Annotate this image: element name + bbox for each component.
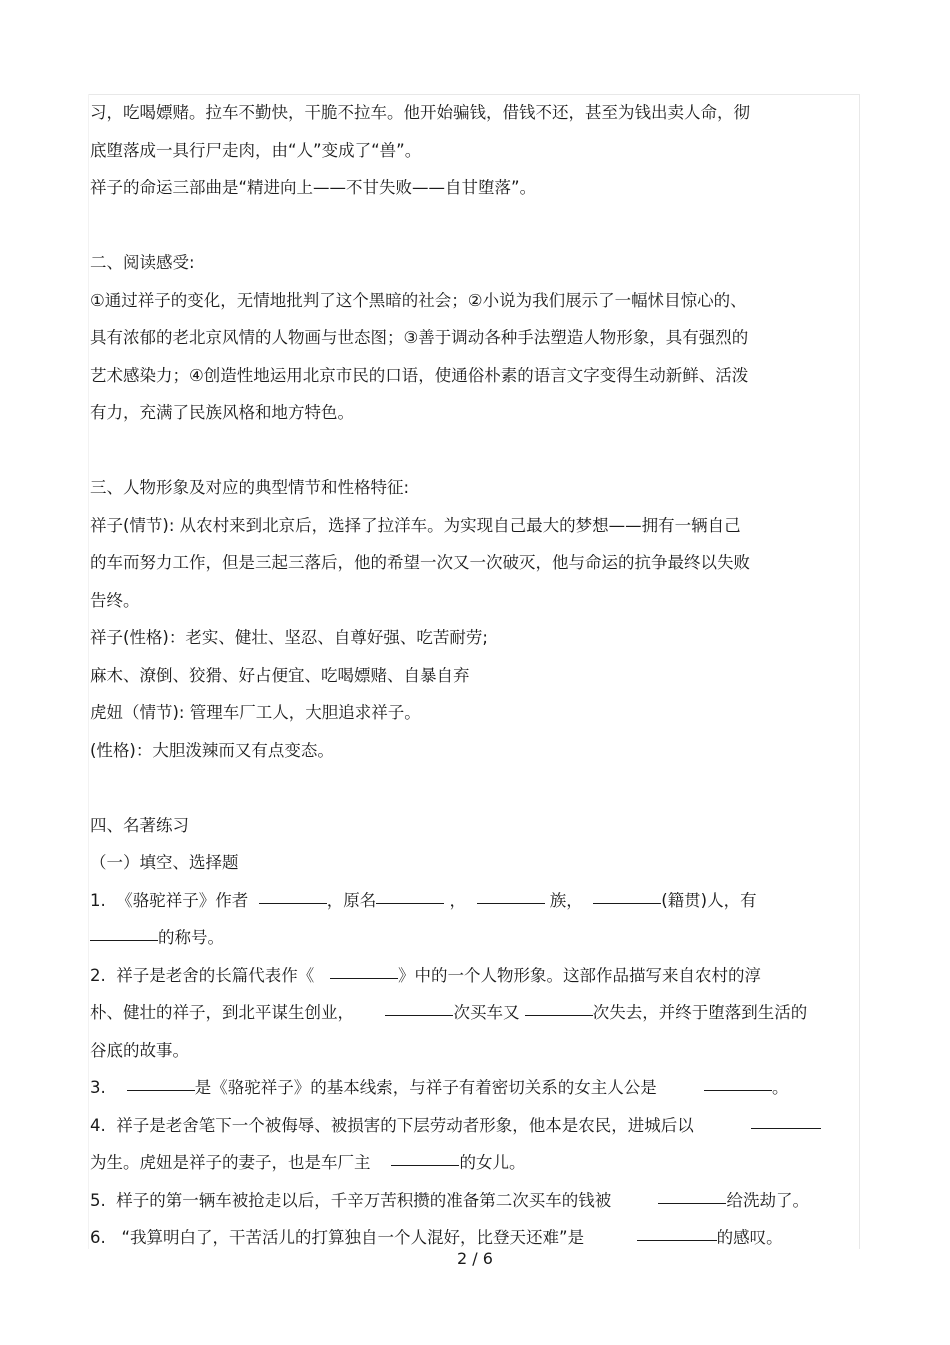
section-heading-exercises: 四、名著练习 <box>90 815 189 835</box>
text-line: 的车而努力工作，但是三起三落后，他的希望一次又一次破灭，他与命运的抗争最终以失败 <box>90 553 750 572</box>
text-line: 虎妞（情节): 管理车厂工人，大胆追求祥子。 <box>90 703 421 722</box>
text-line: 底堕落成一具行尸走肉，由“人”变成了“兽”。 <box>90 140 422 160</box>
question-6: 6. “我算明白了，干苦活儿的打算独自一个人混好，比登天还难”是 的感叹。 <box>90 1228 783 1247</box>
text-line: 祥子(性格)：老实、健壮、坚忍、自尊好强、吃苦耐劳; <box>90 628 488 647</box>
question-5: 5. 样子的第一辆车被抢走以后，千辛万苦积攒的准备第二次买车的钱被 给洗劫了。 <box>90 1190 809 1210</box>
text-line: 告终。 <box>90 590 140 610</box>
page-frame-left <box>88 94 89 1249</box>
answer-blank[interactable] <box>525 1014 593 1016</box>
section-heading-characters: 三、人物形象及对应的典型情节和性格特征: <box>90 478 410 497</box>
question-4-cont: 为生。虎妞是祥子的妻子，也是车厂主 的女儿。 <box>90 1153 526 1172</box>
spacer <box>90 207 860 245</box>
subsection-heading: （一）填空、选择题 <box>90 853 239 872</box>
question-2: 2. 祥子是老舍的长篇代表作《 》中的一个人物形象。这部作品描写来自农村的淳 <box>90 965 761 985</box>
question-2-cont: 朴、健壮的祥子，到北平谋生创业， 次买车又 次失去，并终于堕落到生活的 <box>90 1003 808 1022</box>
text-line: (性格)：大胆泼辣而又有点变态。 <box>90 740 334 760</box>
page-number: 2 / 6 <box>457 1249 493 1268</box>
question-3: 3. 是《骆驼祥子》的基本线索，与祥子有着密切关系的女主人公是 。 <box>90 1078 789 1097</box>
answer-blank[interactable] <box>658 1202 726 1204</box>
text-line: 艺术感染力；④创造性地运用北京市民的口语，使通俗朴素的语言文字变得生动新鲜、活泼 <box>90 365 749 385</box>
answer-blank[interactable] <box>330 977 398 979</box>
question-1-cont: 的称号。 <box>90 919 860 957</box>
answer-blank[interactable] <box>751 1127 821 1129</box>
answer-blank[interactable] <box>376 902 444 904</box>
question-4: 4. 祥子是老舍笔下一个被侮辱、被损害的下层劳动者形象，他本是农民，进城后以 <box>90 1107 860 1145</box>
answer-blank[interactable] <box>593 902 661 904</box>
text-line: 有力，充满了民族风格和地方特色。 <box>90 403 354 422</box>
spacer <box>90 769 860 807</box>
answer-blank[interactable] <box>385 1014 453 1016</box>
answer-blank[interactable] <box>391 1164 459 1166</box>
answer-blank[interactable] <box>477 902 545 904</box>
answer-blank[interactable] <box>127 1089 195 1091</box>
section-heading-reading: 二、阅读感受: <box>90 253 195 272</box>
document-body <box>90 94 860 1257</box>
text-line: 祥子的命运三部曲是“精进向上——不甘失败——自甘堕落”。 <box>90 178 537 197</box>
answer-blank[interactable] <box>637 1239 717 1241</box>
text-line: 祥子(情节): 从农村来到北京后，选择了拉洋车。为实现自己最大的梦想——拥有一辆自己 <box>90 515 741 535</box>
answer-blank[interactable] <box>259 902 327 904</box>
spacer <box>90 432 860 470</box>
text-line: 麻木、潦倒、狡猾、好占便宜、吃喝嫖赌、自暴自弃 <box>90 665 470 685</box>
question-1: 1. 《骆驼祥子》作者 ，原名 ， 族， (籍贯)人，有 <box>90 890 757 910</box>
answer-blank[interactable] <box>704 1089 772 1091</box>
text-line: 习，吃喝嫖赌。拉车不勤快，干脆不拉车。他开始骗钱，借钱不还，甚至为钱出卖人命，彻 <box>90 103 750 122</box>
text-line: ①通过祥子的变化，无情地批判了这个黑暗的社会；②小说为我们展示了一幅怵目惊心的、 <box>90 290 747 310</box>
question-2-cont: 谷底的故事。 <box>90 1040 189 1060</box>
text-line: 具有浓郁的老北京风情的人物画与世态图；③善于调动各种手法塑造人物形象，具有强烈的 <box>90 328 749 347</box>
answer-blank[interactable] <box>90 939 158 941</box>
